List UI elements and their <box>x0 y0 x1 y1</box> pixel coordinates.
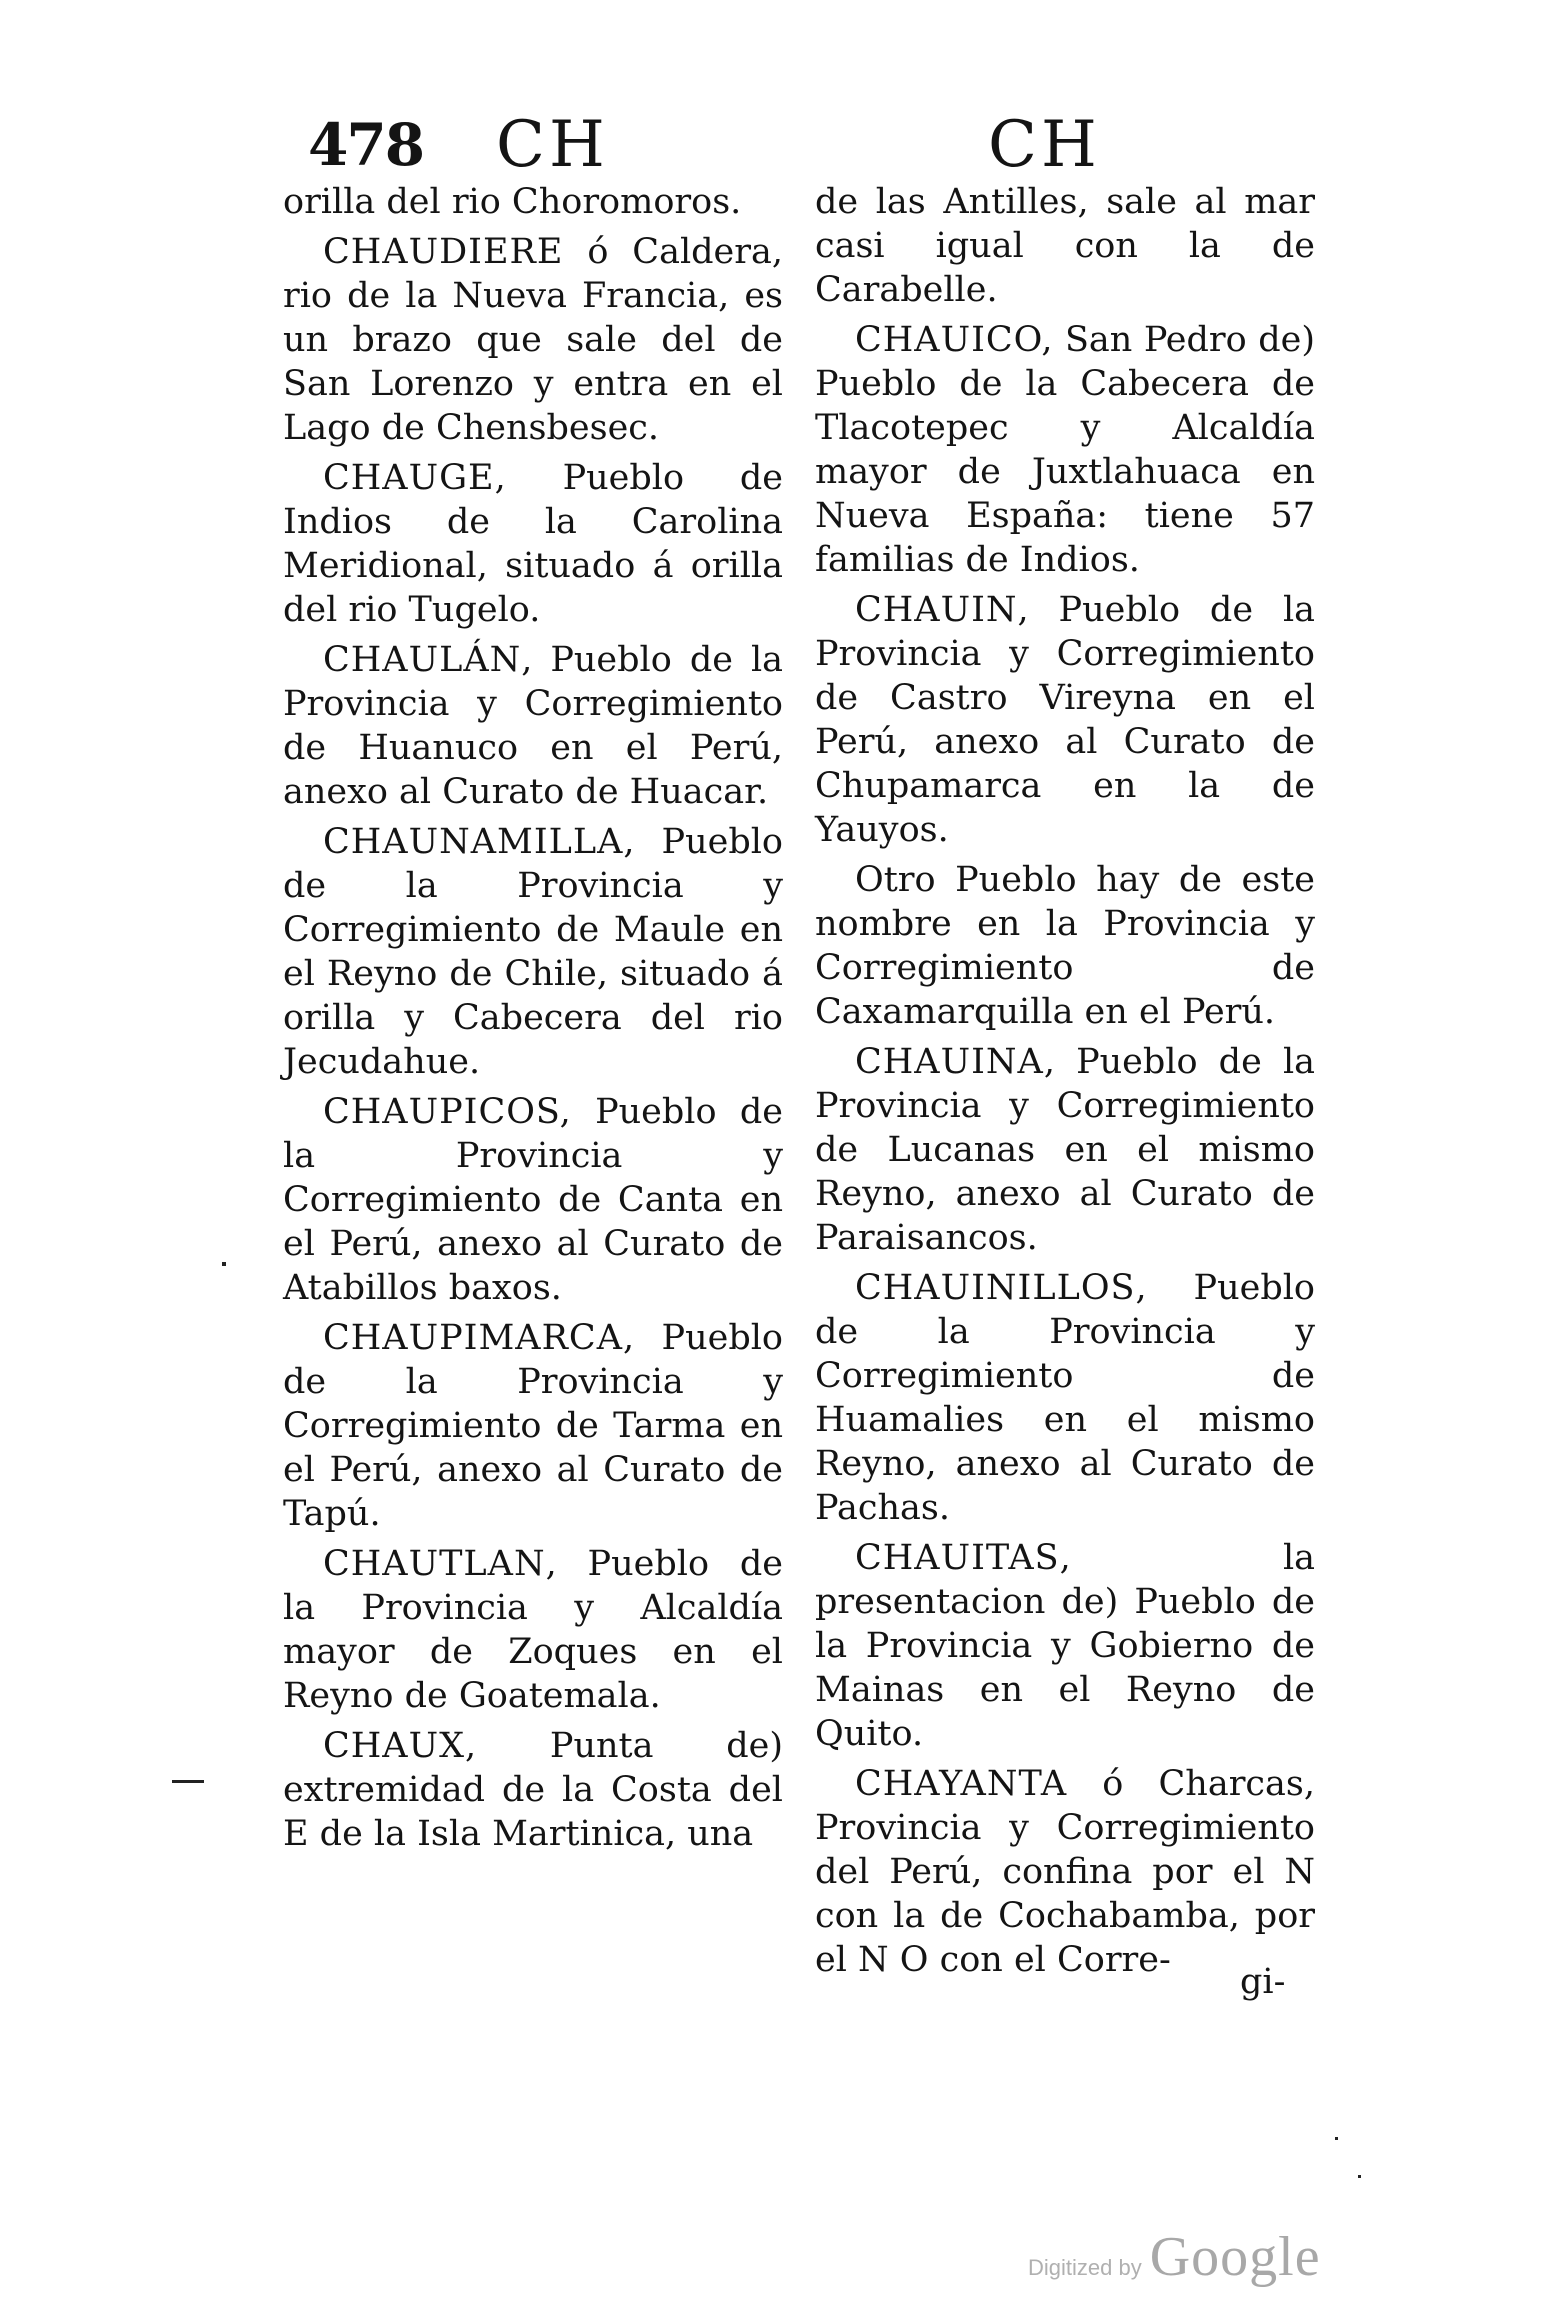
entry-headword: CHAUIN <box>855 590 1018 630</box>
dictionary-entry <box>815 1762 1315 1982</box>
right-running-head: CH <box>988 108 1101 182</box>
entry-text: Pueblo de Indios de la Carolina Meridional, situado á orilla del rio Tugelo. <box>283 458 783 630</box>
dictionary-entry <box>283 1724 783 1856</box>
dictionary-entry <box>815 1536 1315 1756</box>
digitized-watermark <box>1028 2225 1348 2288</box>
entry-text: orilla del rio Choromoros. <box>283 182 742 222</box>
dictionary-entry <box>283 1090 783 1310</box>
entry-headword: CHAUGE, <box>323 458 507 498</box>
entry-headword: CHAUPIMARCA, <box>323 1318 636 1358</box>
entry-text: Punta de) extremidad de la Costa del E de la Isla Martinica, una <box>283 1726 783 1854</box>
entry-text: Pueblo de la Provincia y Corregimiento de Tarma en el Perú, anexo al Curato de Tapú. <box>283 1318 783 1534</box>
catchword: gi- <box>1240 1962 1286 2002</box>
dictionary-entry <box>815 858 1315 1034</box>
right-text-column <box>815 180 1315 1988</box>
dictionary-entry <box>283 230 783 450</box>
left-page-header <box>308 100 788 190</box>
page-number: 478 <box>308 111 424 179</box>
dictionary-entry <box>815 1266 1315 1530</box>
google-logo: Google <box>1149 2226 1321 2288</box>
entry-headword: CHAUNAMILLA, <box>323 822 636 862</box>
dictionary-entry <box>815 588 1315 852</box>
entry-text: Pueblo de la Provincia y Corregimiento de Maule en el Reyno de Chile, situado á orilla y Cabecera del rio Jecudahue. <box>283 822 783 1082</box>
dictionary-entry <box>283 1316 783 1536</box>
dictionary-entry <box>815 1040 1315 1260</box>
dictionary-entry <box>815 318 1315 582</box>
entry-text: San Pedro de) Pueblo de la Cabecera de Tlacotepec y Alcaldía mayor de Juxtlahuaca en Nueva España: tiene 57 familias de Indios. <box>815 320 1315 580</box>
entry-headword: CHAUINILLOS <box>855 1268 1136 1308</box>
entry-headword: CHAUDIERE <box>323 232 564 272</box>
entry-text: , Pueblo de la Provincia y Corregimiento de Castro Vireyna en el Perú, anexo al Curato de Chupamarca en la de Yauyos. <box>815 590 1315 850</box>
left-text-column <box>283 180 783 1862</box>
entry-text: ó Charcas, Provincia y Corregimiento del Perú, confina por el N con la de Cochabamba, por el N O con el Corre- <box>815 1764 1315 1980</box>
entry-headword: CHAUINA <box>855 1042 1044 1082</box>
dictionary-entry <box>283 638 783 814</box>
entry-text: , la presentacion de) Pueblo de la Provincia y Gobierno de Mainas en el Reyno de Quito. <box>815 1538 1315 1754</box>
entry-text: , Pueblo de la Provincia y Corregimiento de Huamalies en el mismo Reyno, anexo al Curato de Pachas. <box>815 1268 1315 1528</box>
entry-text: Pueblo de la Provincia y Corregimiento de Canta en el Perú, anexo al Curato de Atabillos baxos. <box>283 1092 783 1308</box>
entry-headword: CHAUPICOS, <box>323 1092 572 1132</box>
dictionary-entry <box>283 1542 783 1718</box>
watermark-prefix: Digitized by <box>1028 2255 1142 2280</box>
entry-text: , Pueblo de la Provincia y Corregimiento de Lucanas en el mismo Reyno, anexo al Curato de Paraisancos. <box>815 1042 1315 1258</box>
margin-speck <box>222 1262 226 1266</box>
entry-headword: CHAUICO, <box>855 320 1054 360</box>
entry-headword: CHAYANTA <box>855 1764 1068 1804</box>
dictionary-entry <box>815 180 1315 312</box>
left-running-head: CH <box>496 108 609 182</box>
entry-headword: CHAULÁN <box>323 640 522 680</box>
dictionary-entry <box>283 456 783 632</box>
margin-speck <box>1358 2175 1361 2178</box>
dictionary-entry <box>283 180 783 224</box>
entry-headword: CHAUTLAN <box>323 1544 546 1584</box>
entry-text: de las Antilles, sale al mar casi igual con la de Carabelle. <box>815 182 1315 310</box>
entry-text: , Pueblo de la Provincia y Alcaldía mayor de Zoques en el Reyno de Goatemala. <box>283 1544 783 1716</box>
entry-text: Otro Pueblo hay de este nombre en la Provincia y Corregimiento de Caxamarquilla en el Perú. <box>815 860 1315 1032</box>
dictionary-entry <box>283 820 783 1084</box>
entry-headword: CHAUITAS <box>855 1538 1060 1578</box>
entry-text: , Pueblo de la Provincia y Corregimiento de Huanuco en el Perú, anexo al Curato de Huacar. <box>283 640 783 812</box>
entry-text: ó Caldera, rio de la Nueva Francia, es un brazo que sale del de San Lorenzo y entra en el Lago de Chensbesec. <box>283 232 783 448</box>
margin-speck <box>172 1780 204 1783</box>
entry-headword: CHAUX, <box>323 1726 478 1766</box>
margin-speck <box>1335 2137 1338 2140</box>
right-page-header <box>988 100 1188 190</box>
